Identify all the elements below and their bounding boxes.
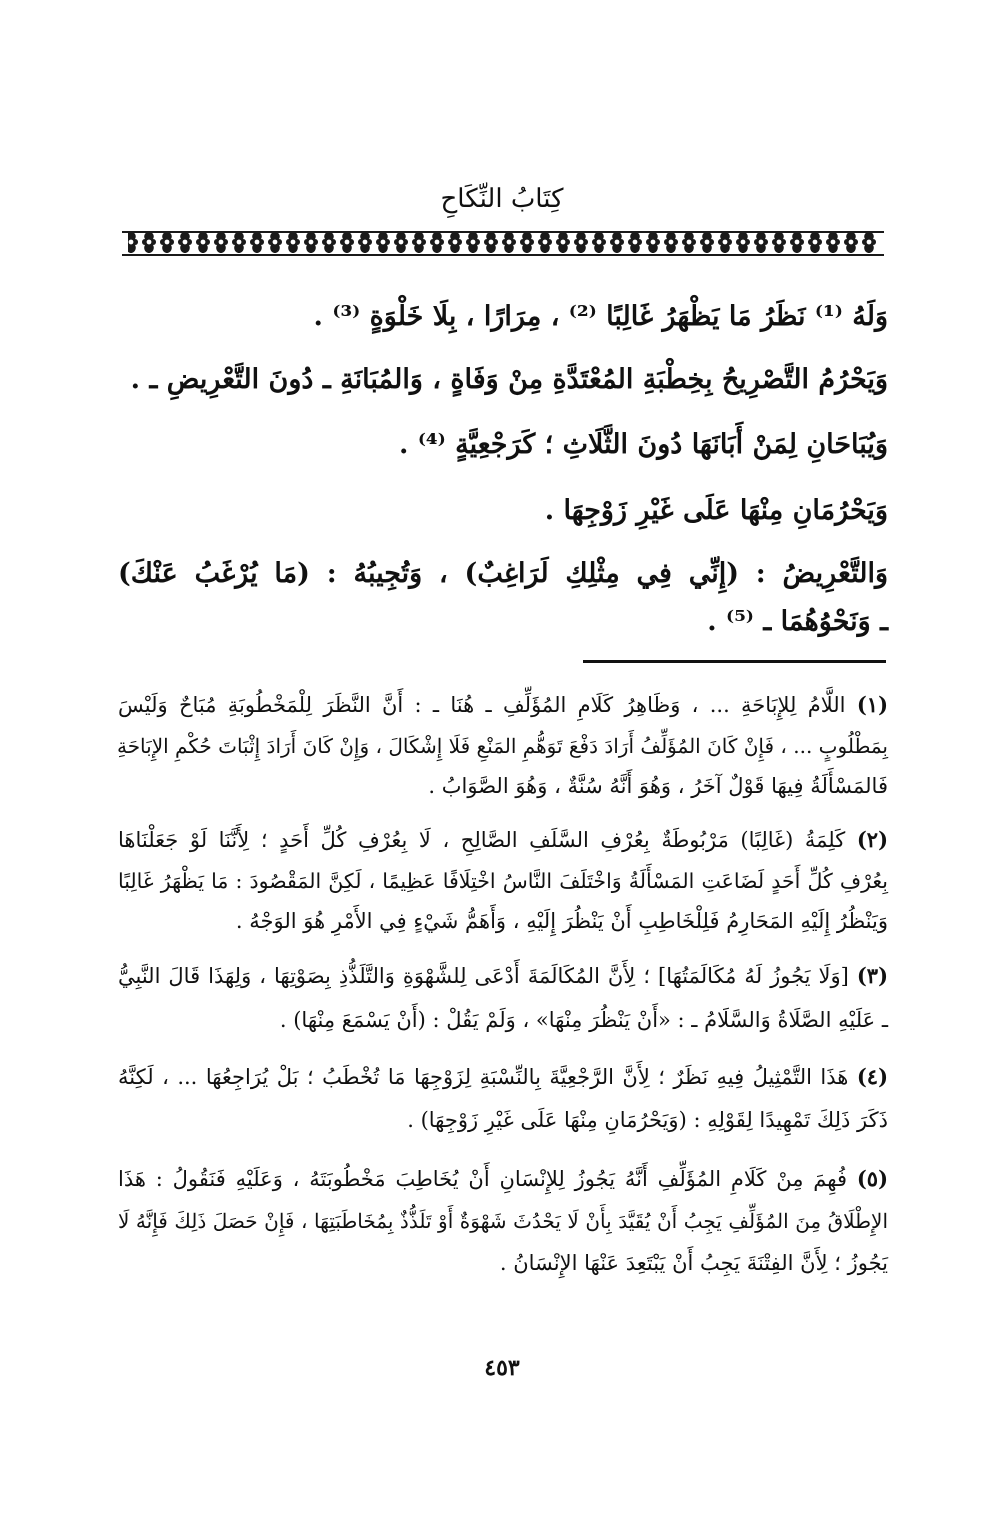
footnote-3-line-1: (٣) [وَلَا يَجُوزُ لَهُ مُكَالَمَتُهَا] ؛ لِأَنَّ المُكَالَمَةَ أَدْعَى لِلشَّهْوَةِ وَالتَّلَذُّذِ بِصَوْتِهَا ، وَلِهَذَا قَالَ النَّبِيُّ <box>118 963 888 988</box>
footnote-2-line-3: وَيَنْظُرُ إِلَيْهِ المَحَارِمُ فَلِلْخَاطِبِ أَنْ يَنْظُرَ إِلَيْهِ ، وَأَهَمُّ شَيْءٍ فِي الأَمْرِ هُوَ الوَجْهُ . <box>235 909 888 933</box>
matn-line-4: وَيَحْرُمَانِ مِنْهَا عَلَى غَيْرِ زَوْجِهَا . <box>544 495 888 526</box>
ornament-band-icon <box>122 229 884 257</box>
footnote-5-line-2: الإِطْلَاقُ مِنَ المُؤَلِّفِ يَجِبُ أَنْ يُقَيَّدَ بِأَنْ لَا يَحْدُثَ شَهْوَةٌ أَوْ تَلَذُّذٌ بِمُخَاطَبَتِهَا ، فَإِنْ حَصَلَ ذَلِكَ فَإِنَّهُ لَا <box>118 1209 888 1233</box>
matn-line-2: وَيَحْرُمُ التَّصْرِيحُ بِخِطْبَةِ المُعْتَدَّةِ مِنْ وَفَاةٍ ، وَالمُبَانَةِ ـ دُونَ التَّعْرِيضِ ـ . <box>130 364 888 395</box>
footnote-separator <box>583 660 886 663</box>
footnote-4-line-1: (٤) هَذَا التَّمْثِيلُ فِيهِ نَظَرٌ ؛ لِأَنَّ الرَّجْعِيَّةَ بِالنِّسْبَةِ لِزَوْجِهَا مَا تُخْطَبُ ؛ بَلْ يُرَاجِعُهَا ... ، لَكِنَّهُ <box>118 1064 888 1089</box>
matn-line-6: ـ وَنَحْوُهُمَا ـ ⁽⁵⁾ . <box>707 606 888 637</box>
footnote-3-number: (٣) <box>856 963 888 988</box>
footnote-3-line-2: ـ عَلَيْهِ الصَّلَاةُ وَالسَّلَامُ ـ : «أَنْ يَنْظُرَ مِنْهَا» ، وَلَمْ يَقُلْ : (أَنْ يَسْمَعَ مِنْهَا) . <box>279 1008 888 1032</box>
footnote-2-line-2: بِعُرْفِ كُلِّ أَحَدٍ لَضَاعَتِ المَسْأَلَةُ وَاخْتَلَفَ النَّاسُ اخْتِلَافًا عَظِيمًا ، لَكِنَّ المَقْصُودَ : مَا يَظْهَرُ غَالِبًا <box>118 869 888 893</box>
footnote-2-number: (٢) <box>856 827 888 852</box>
footnote-1-line-2: بِمَطْلُوبٍ ... ، فَإِنْ كَانَ المُؤَلِّفُ أَرَادَ دَفْعَ تَوَهُّمِ المَنْعِ فَلَا إِشْكَالَ ، وَإِنْ كَانَ أَرَادَ إِثْبَاتَ حُكْمِ الإِبَاحَةِ <box>116 734 888 758</box>
running-header-title: كِتَابُ النِّكَاحِ <box>440 184 564 214</box>
decorative-border-ornament <box>122 229 884 257</box>
footnote-5-line-3: يَجُوزُ ؛ لِأَنَّ الفِتْنَةَ يَجِبُ أَنْ يَبْتَعِدَ عَنْهَا الإِنْسَانُ . <box>499 1251 888 1275</box>
matn-line-1: وَلَهُ ⁽¹⁾ نَظَرُ مَا يَظْهَرُ غَالِبًا ⁽²⁾ ، مِرَارًا ، بِلَا خَلْوَةٍ ⁽³⁾ . <box>313 301 888 332</box>
footnote-1-line-3: فَالمَسْأَلَةُ فِيهَا قَوْلٌ آخَرُ ، وَهُوَ أَنَّهُ سُنَّةٌ ، وَهُوَ الصَّوَابُ . <box>428 774 888 798</box>
matn-line-5: وَالتَّعْرِيضُ : (إِنِّي فِي مِثْلِكِ لَرَاغِبٌ) ، وَتُجِيبُهُ : (مَا يُرْغَبُ عَنْكَ) <box>118 558 888 589</box>
footnote-1-number: (١) <box>856 692 888 717</box>
page-number: ٤٥٣ <box>484 1355 520 1381</box>
footnote-4-number: (٤) <box>856 1064 888 1089</box>
footnote-5-number: (٥) <box>856 1166 888 1191</box>
matn-line-3: وَيُبَاحَانِ لِمَنْ أَبَانَهَا دُونَ الثَّلَاثِ ؛ كَرَجْعِيَّةٍ ⁽⁴⁾ . <box>399 429 888 460</box>
footnote-1-line-1: (١) اللَّامُ لِلإِبَاحَةِ ... ، وَظَاهِرُ كَلَامِ المُؤَلِّفِ ـ هُنَا ـ : أَنَّ النَّظَرَ لِلْمَخْطُوبَةِ مُبَاحٌ وَلَيْسَ <box>118 692 888 717</box>
footnote-5-line-1: (٥) فُهِمَ مِنْ كَلَامِ المُؤَلِّفِ أَنَّهُ يَجُوزُ لِلإِنْسَانِ أَنْ يُخَاطِبَ مَخْطُوبَتَهُ ، وَعَلَيْهِ فَنَقُولُ : هَذَا <box>118 1166 888 1191</box>
footnote-2-line-1: (٢) كَلِمَةُ (غَالِبًا) مَرْبُوطَةٌ بِعُرْفِ السَّلَفِ الصَّالِحِ ، لَا بِعُرْفِ كُلِّ أَحَدٍ ؛ لِأَنَّنَا لَوْ جَعَلْنَاهَا <box>118 827 888 852</box>
footnote-4-line-2: ذَكَرَ ذَلِكَ تَمْهِيدًا لِقَوْلِهِ : (وَيَحْرُمَانِ مِنْهَا عَلَى غَيْرِ زَوْجِهَا) . <box>407 1108 888 1132</box>
